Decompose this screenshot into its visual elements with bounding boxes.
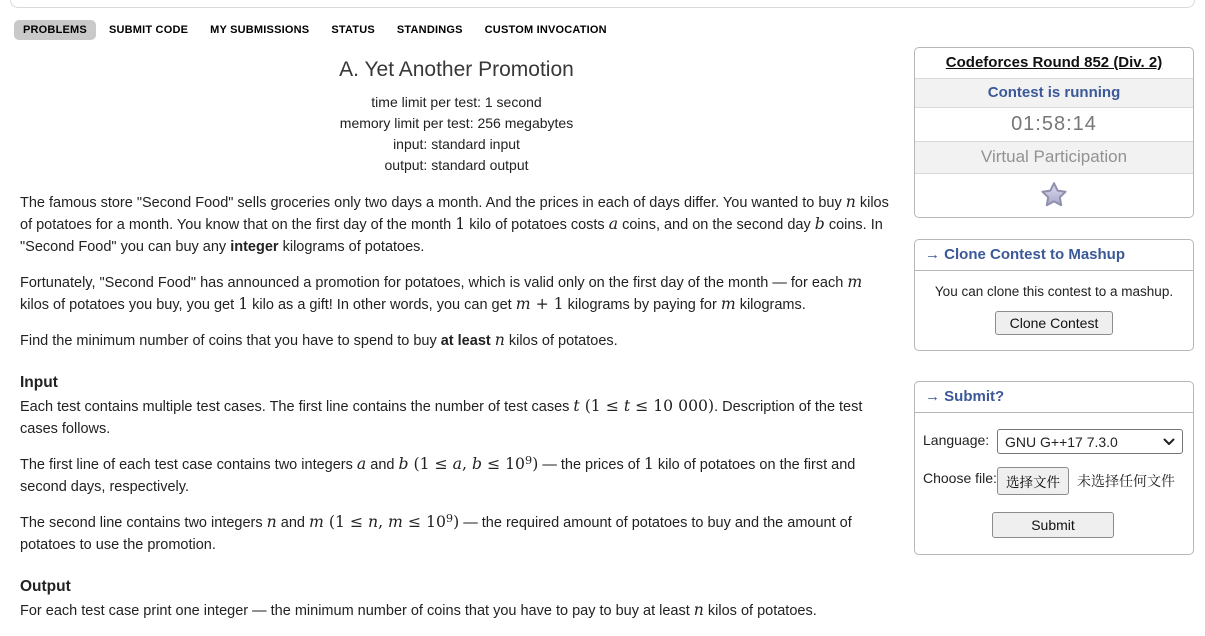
header-bottom-rule [10, 0, 1195, 8]
contest-link[interactable]: Codeforces Round 852 (Div. 2) [945, 54, 1163, 71]
contest-tab-bar [14, 20, 1205, 40]
input-paragraph: The first line of each test case contains two integers a and b (1 ≤ a, $b \le 10^9$) — the prices of 1 kilo of potatoes on the first and second days, respectively. [20, 454, 856, 495]
statement-body [20, 192, 893, 622]
favorite-row [915, 173, 1193, 217]
input-section-header: Input [20, 374, 58, 391]
problem-limits [20, 92, 893, 176]
clone-box-header[interactable]: → Clone Contest to Mashup [915, 240, 1193, 271]
problem-statement [20, 46, 893, 636]
submit-box-header[interactable]: → Submit? [915, 382, 1193, 413]
language-row [923, 429, 1183, 454]
tab-custom-invocation[interactable]: CUSTOM INVOCATION [484, 24, 607, 36]
contest-title-row [915, 48, 1193, 78]
clone-contest-button[interactable]: Clone Contest [995, 311, 1114, 335]
star-icon[interactable] [1039, 180, 1069, 209]
submit-form [915, 413, 1193, 554]
contest-timer: 01:58:14 [915, 107, 1193, 141]
file-input [997, 467, 1175, 495]
submit-button[interactable]: Submit [992, 512, 1114, 538]
submit-row [923, 512, 1183, 538]
input-paragraph: The second line contains two integers n and m (1 ≤ n, $m \le 10^9$) — the required amount of potatoes to buy and the amount of potatoes to use the promotion. [20, 512, 852, 553]
contest-status: Contest is running [915, 78, 1193, 107]
input-paragraph: Each test contains multiple test cases. The first line contains the number of test cases t (1 ≤ t ≤ 10 000). Description of the test cases follows. [20, 396, 863, 437]
output-section-header: Output [20, 578, 71, 595]
language-select[interactable] [997, 429, 1183, 454]
statement-paragraph: Fortunately, "Second Food" has announced a promotion for potatoes, which is valid only on the first day of the month — for each m kilos of potatoes you buy, you get 1 kilo as a gift! In other words, you can get m + 1 kilograms by paying for m kilograms. [20, 272, 863, 313]
memory-limit: memory limit per test: 256 megabytes [339, 115, 574, 131]
output-paragraph: For each test case print one integer — the minimum number of coins that you have to pay to buy at least n kilos of potatoes. [20, 600, 817, 619]
statement-paragraph: Find the minimum number of coins that you have to spend to buy at least n kilos of potatoes. [20, 330, 618, 349]
submit-box [914, 381, 1194, 555]
output-spec: output: standard output [384, 157, 529, 173]
file-chosen-status: 未选择任何文件 [1077, 473, 1175, 489]
clone-box-body [915, 271, 1193, 350]
clone-contest-box [914, 239, 1194, 351]
statement-paragraph: The famous store "Second Food" sells groceries only two days a month. And the prices in each of days differ. You wanted to buy n kilos of potatoes for a month. You know that on the first day of the month 1 kilo of potatoes costs a coins, and on the second day b coins. In "Second Food" you can buy any integer kilograms of potatoes. [20, 192, 889, 255]
sidebar [914, 46, 1194, 555]
contest-status-box [914, 47, 1194, 218]
input-spec: input: standard input [393, 136, 520, 152]
tab-submit-code[interactable]: SUBMIT CODE [108, 24, 189, 36]
tab-status[interactable]: STATUS [331, 24, 375, 36]
language-selected-value: GNU G++17 7.3.0 [1005, 433, 1118, 450]
chevron-down-icon [1163, 438, 1175, 446]
language-label: Language: [923, 432, 990, 448]
browse-file-button[interactable]: 选择文件 [997, 467, 1069, 495]
tab-my-submissions[interactable]: MY SUBMISSIONS [210, 24, 310, 36]
choose-file-row [923, 467, 1183, 495]
clone-hint-text: You can clone this contest to a mashup. [934, 284, 1174, 299]
problem-title: A. Yet Another Promotion [339, 58, 574, 81]
participation-mode: Virtual Participation [915, 141, 1193, 173]
tab-standings[interactable]: STANDINGS [396, 24, 463, 36]
time-limit: time limit per test: 1 second [371, 94, 542, 110]
tab-problems[interactable]: PROBLEMS [14, 20, 96, 40]
choose-file-label: Choose file: [923, 470, 997, 486]
page-content [0, 46, 1205, 636]
